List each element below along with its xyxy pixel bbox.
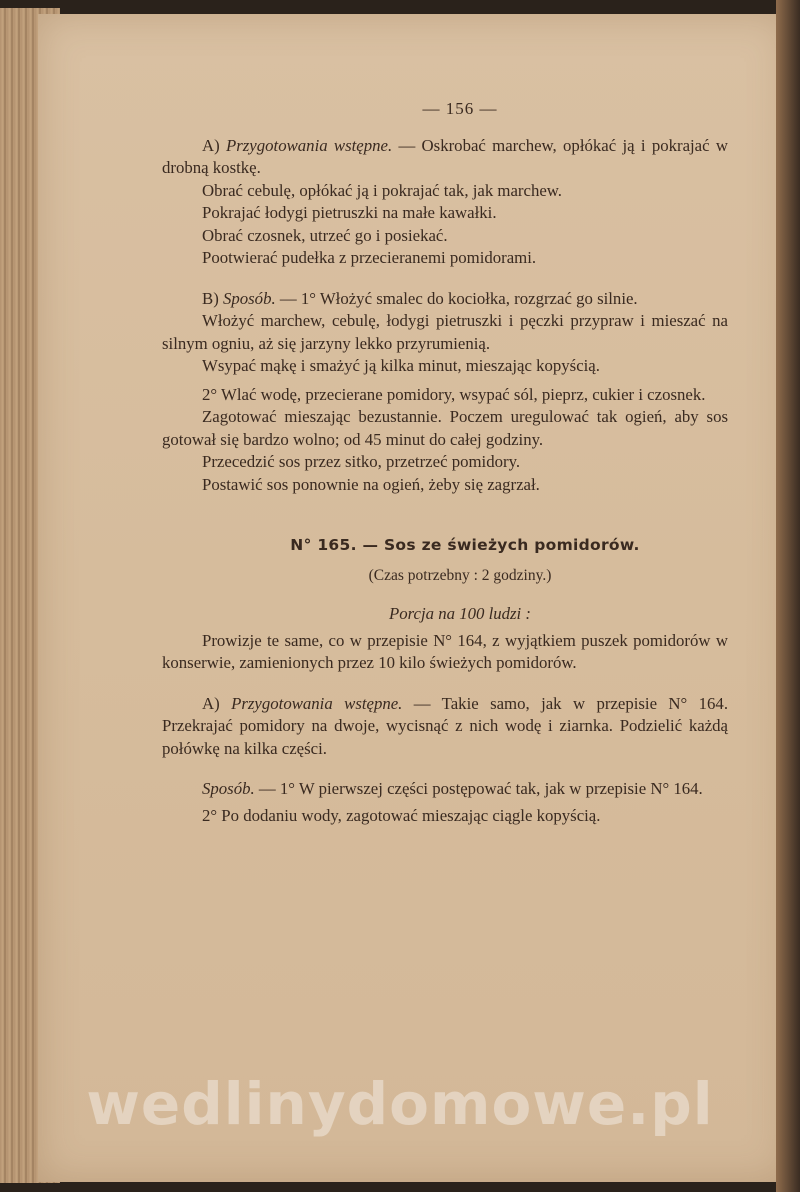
method-title: Sposób. [222, 288, 276, 308]
prep-line: Obrać cebulę, opłókać ją i pokrajać tak, jak marchew. [202, 180, 563, 200]
method2-title: Sposób. [202, 779, 255, 798]
book-spine-shadow [776, 0, 800, 1192]
method-line: Postawić sos ponownie na ogień, żeby się zagrzał. [202, 474, 540, 494]
method-line: 2° Wlać wodę, przecierane pomidory, wsypać sól, pieprz, cukier i czosnek. [202, 384, 706, 404]
method-paragraph: B) Sposób. — 1° Włożyć smalec do kociołka, rozgrzać go silnie. [202, 288, 638, 308]
prep2-title: Przygotowania wstępne. [231, 693, 403, 713]
method-line: Włożyć marchew, cebulę, łodygi pietruszki i pęczki przypraw i mieszać na silnym ogniu, aż się jarzyny lekko przyrumienią. [162, 311, 728, 353]
method2-step2: 2° Po dodaniu wody, zagotować mieszając ciągle kopyścią. [202, 805, 601, 825]
provisions: Prowizje te same, co w przepisie N° 164, z wyjątkiem puszek pomidorów w konserwie, zamienionych przez 10 kilo świeżych pomidorów. [162, 630, 728, 672]
prep-line: Pootwierać pudełka z przecieranemi pomidorami. [202, 248, 537, 267]
prep-line: Obrać czosnek, utrzeć go i posiekać. [202, 225, 448, 245]
time-needed: (Czas potrzebny : 2 godziny.) [368, 566, 552, 584]
page-number: — 156 — [422, 99, 498, 118]
method-line: Wsypać mąkę i smażyć ją kilka minut, mieszając kopyścią. [202, 356, 600, 375]
prep-line: Pokrajać łodygi pietruszki na małe kawałki. [202, 203, 497, 222]
portion: Porcja na 100 ludzi : [388, 604, 531, 623]
prep2-paragraph: A) Przygotowania wstępne. — Takie samo, jak w przepisie N° 164. Przekrajać pomidory na dwoje, wycisnąć z nich wodę i ziarnka. Podzielić każdą połówkę na kilka części. [162, 693, 729, 758]
method-line: Zagotować mieszając bezustannie. Poczem uregulować tak ogień, aby sos gotował się bardzo wolno; od 45 minut do całej godziny. [162, 407, 728, 449]
method-line: Przecedzić sos przez sitko, przetrzeć pomidory. [202, 452, 521, 471]
watermark: wedlinydomowe.pl [86, 1070, 714, 1138]
prep-title: Przygotowania wstępne. [226, 135, 393, 155]
method2-paragraph: Sposób. — 1° W pierwszej części postępować tak, jak w przepisie N° 164. [202, 779, 703, 798]
prep-paragraph: A) Przygotowania wstępne. — Oskrobać marchew, opłókać ją i pokrajać w drobną kostkę. [162, 135, 728, 177]
page-text [162, 98, 728, 827]
recipe-heading: N° 165. — Sos ze świeżych pomidorów. [290, 536, 640, 554]
